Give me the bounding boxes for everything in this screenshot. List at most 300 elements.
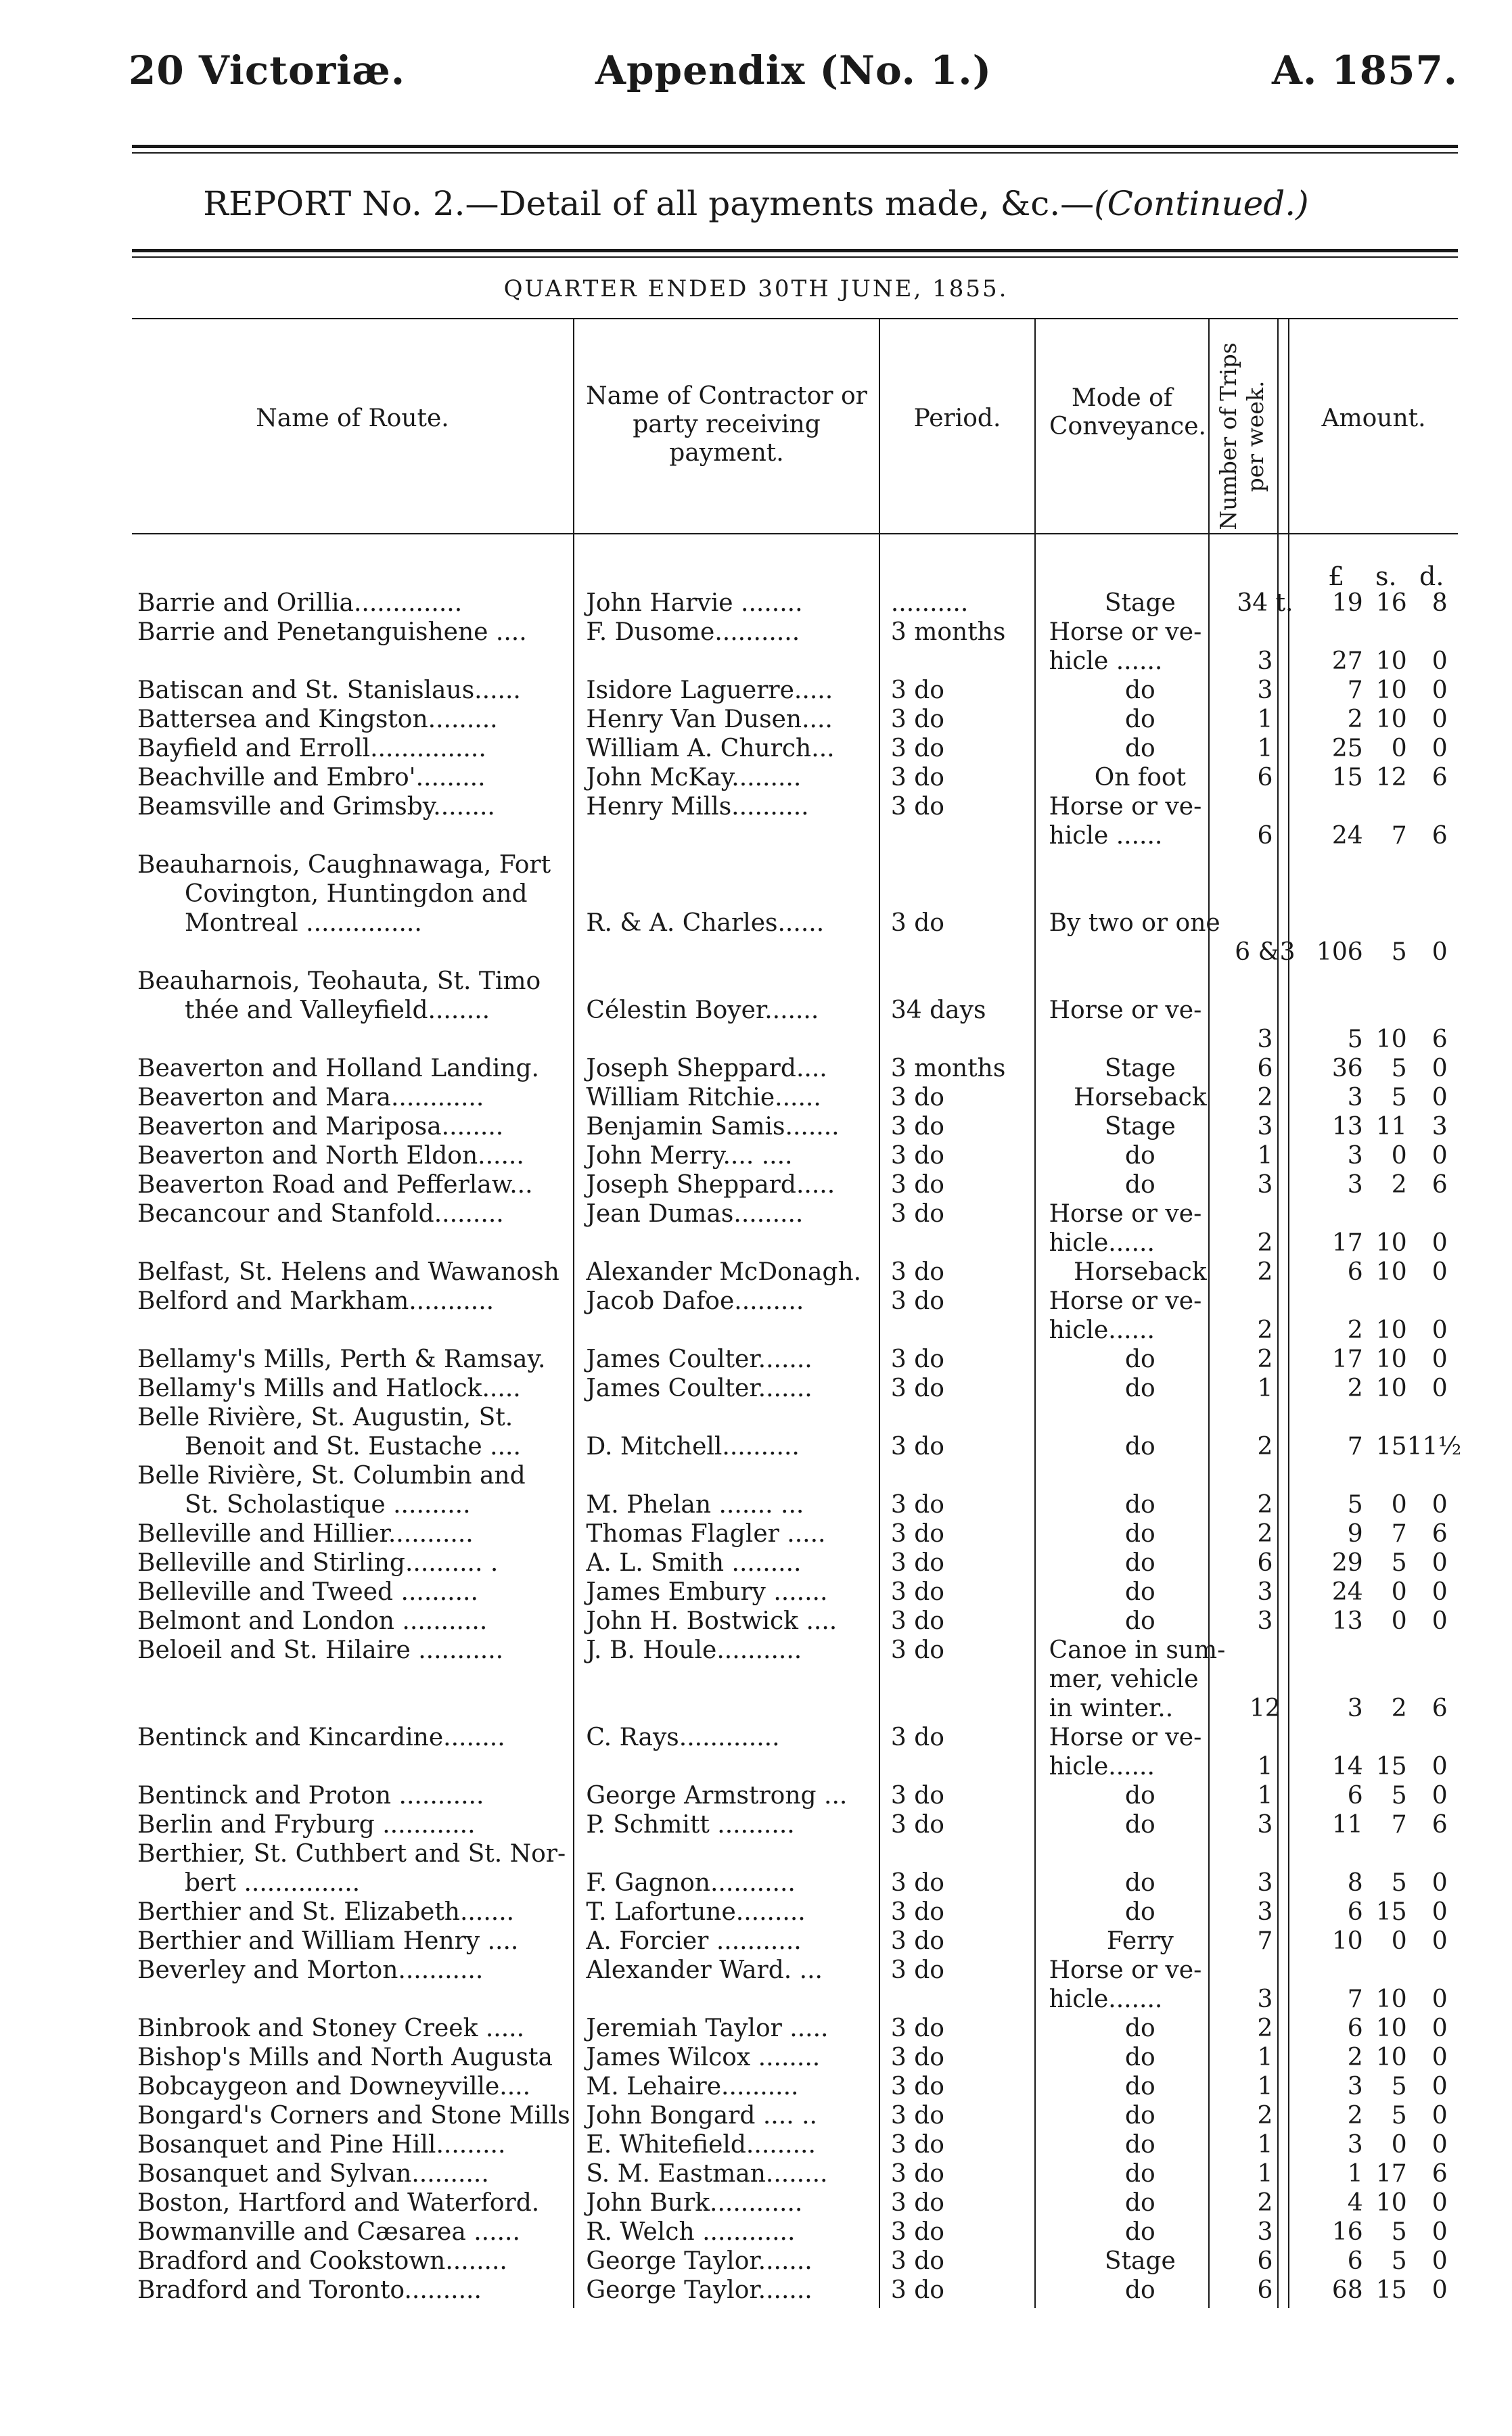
trips-value: 1 — [1257, 2160, 1273, 2188]
conveyance-mode: Canoe in sum- — [1049, 1636, 1226, 1664]
table-row — [132, 967, 1512, 1054]
contractor-cell — [578, 1403, 882, 1461]
contractor-name: Alexander McDonagh. — [586, 1258, 862, 1286]
contractor-cell — [578, 676, 882, 705]
period-value: 3 do — [890, 1287, 944, 1315]
route-column-header: Name of Route. — [256, 405, 449, 432]
pence: 6 — [1431, 1520, 1448, 1548]
trips-value: 6 — [1257, 1549, 1273, 1577]
route-name: Montreal ............... — [185, 909, 422, 937]
contractor-name: A. L. Smith ......... — [586, 1549, 802, 1577]
period-value: 3 do — [890, 1811, 944, 1839]
period-cell — [883, 676, 1037, 705]
contractor-cell — [578, 1723, 882, 1781]
blank-line — [1231, 1199, 1299, 1228]
trips-value: 3 — [1257, 647, 1273, 675]
pounds: 2 — [1347, 2044, 1363, 2071]
route-name: Batiscan and St. Stanislaus...... — [137, 676, 521, 704]
contractor-cell — [578, 2159, 882, 2188]
trips-cell — [1231, 967, 1299, 1054]
conveyance-mode: Stage — [1104, 1113, 1176, 1141]
route-cell — [132, 2130, 578, 2159]
trips-value: 34 t. — [1237, 589, 1293, 617]
period-value: 34 days — [890, 996, 986, 1024]
pence: 6 — [1431, 1171, 1448, 1199]
period-value: 3 do — [890, 2015, 944, 2042]
pounds: 6 — [1347, 1258, 1363, 1286]
pounds: 5 — [1347, 1026, 1363, 1053]
table-row — [132, 1287, 1512, 1345]
route-cell — [132, 1461, 578, 1519]
amount-value — [1312, 1898, 1512, 1927]
route-cell — [132, 967, 578, 1054]
table-row — [132, 1548, 1512, 1578]
mode-cell — [1037, 967, 1232, 1054]
period-cell — [883, 850, 1037, 967]
route-name: Belmont and London ........... — [137, 1607, 488, 1635]
period-value: 3 do — [890, 1491, 944, 1519]
conveyance-mode: do — [1125, 735, 1155, 762]
pence: 0 — [1431, 1782, 1448, 1810]
title-rule-thick — [132, 249, 1458, 252]
route-cell — [132, 1607, 578, 1636]
table-row — [132, 1403, 1512, 1461]
period-value: 3 do — [890, 1433, 944, 1461]
trips-cell — [1231, 1141, 1299, 1170]
conveyance-mode: Horseback — [1074, 1258, 1207, 1286]
trips-cell — [1231, 1461, 1299, 1519]
trips-cell — [1231, 2072, 1299, 2101]
trips-column-header-text: Number of Trips per week. — [1215, 342, 1268, 530]
amount-value — [1312, 1607, 1512, 1636]
amount-value — [1312, 763, 1512, 792]
period-cell — [883, 1287, 1037, 1345]
pence: 0 — [1431, 1869, 1448, 1897]
table-row — [132, 2188, 1512, 2217]
blank-line — [1312, 1403, 1512, 1432]
amount-value — [1312, 2043, 1512, 2072]
route-name: Berthier and St. Elizabeth....... — [137, 1898, 515, 1926]
mode-cell — [1037, 1636, 1232, 1723]
contractor-name: John McKay......... — [586, 764, 802, 791]
contractor-cell — [578, 1374, 882, 1403]
conveyance-mode: do — [1125, 1782, 1155, 1810]
conveyance-mode: do — [1125, 1811, 1155, 1839]
conveyance-mode: in winter.. — [1049, 1695, 1174, 1722]
pounds: 13 — [1331, 1113, 1363, 1141]
shillings: 15 — [1375, 1898, 1407, 1926]
table-row — [132, 1927, 1512, 1956]
period-cell — [883, 792, 1037, 850]
trips-cell — [1231, 1839, 1299, 1898]
amount-cell — [1299, 1956, 1512, 2014]
amount-cell — [1299, 1403, 1512, 1461]
trips-value: 2 — [1257, 1520, 1273, 1548]
amount-value — [1312, 1490, 1512, 1519]
pence: 8 — [1431, 589, 1448, 617]
pence: 0 — [1431, 1084, 1448, 1111]
trips-cell — [1231, 792, 1299, 850]
route-name: Beauharnois, Caughnawaga, Fort — [137, 851, 551, 879]
blank-line — [1312, 879, 1512, 909]
pounds: 17 — [1331, 1346, 1363, 1373]
route-cell — [132, 1054, 578, 1083]
table-row — [132, 2014, 1512, 2043]
pounds: 5 — [1347, 1491, 1363, 1519]
route-name: Beaverton Road and Pefferlaw... — [137, 1171, 533, 1199]
trips-value: 2 — [1257, 1084, 1273, 1111]
conveyance-mode: hicle ...... — [1049, 647, 1163, 675]
amount-value — [1312, 1054, 1512, 1083]
conveyance-mode: do — [1125, 2044, 1155, 2071]
route-name: Beaverton and Mariposa........ — [137, 1113, 504, 1141]
conveyance-mode: do — [1125, 1520, 1155, 1548]
amount-cell — [1299, 1578, 1512, 1607]
conveyance-mode: do — [1125, 1171, 1155, 1199]
route-name: Beachville and Embro'......... — [137, 764, 486, 791]
mode-cell — [1037, 1548, 1232, 1578]
pounds: 6 — [1347, 2015, 1363, 2042]
period-cell — [883, 1199, 1037, 1258]
trips-value: 6 &3 — [1235, 938, 1296, 966]
conveyance-mode: Horse or ve- — [1049, 793, 1202, 821]
mode-cell — [1037, 1519, 1232, 1548]
header-rule-thick — [132, 145, 1458, 148]
blank-line — [586, 1985, 882, 2014]
period-value: 3 do — [890, 2247, 944, 2275]
conveyance-mode: Horse or ve- — [1049, 1956, 1202, 1984]
period-cell — [883, 1403, 1037, 1461]
trips-cell — [1231, 2043, 1299, 2072]
contractor-cell — [578, 1927, 882, 1956]
mode-cell — [1037, 1199, 1232, 1258]
conveyance-mode: do — [1125, 1142, 1155, 1170]
pounds: 17 — [1331, 1229, 1363, 1257]
route-cell — [132, 1345, 578, 1374]
amount-value — [1312, 821, 1512, 850]
amount-cell — [1299, 1258, 1512, 1287]
amount-value — [1312, 1927, 1512, 1956]
amount-value — [1312, 2159, 1512, 2188]
route-name: Beaverton and Mara............ — [137, 1084, 484, 1111]
pounds: 25 — [1331, 735, 1363, 762]
blank-line — [586, 879, 882, 909]
trips-value: 3 — [1257, 2218, 1273, 2246]
pence: 0 — [1431, 2073, 1448, 2100]
amount-value — [1312, 1316, 1512, 1345]
pounds: 3 — [1347, 1142, 1363, 1170]
route-cell — [132, 2188, 578, 2217]
blank-line — [1049, 1461, 1232, 1490]
amount-cell — [1299, 589, 1512, 618]
route-cell — [132, 1141, 578, 1170]
blank-line — [1312, 1199, 1512, 1228]
period-cell — [883, 1927, 1037, 1956]
period-cell — [883, 1141, 1037, 1170]
blank-line — [137, 647, 578, 676]
contractor-cell — [578, 1810, 882, 1839]
trips-cell — [1231, 1723, 1299, 1781]
pounds: 6 — [1347, 2247, 1363, 2275]
amount-value — [1312, 2247, 1512, 2276]
conveyance-mode: do — [1125, 1549, 1155, 1577]
route-cell — [132, 1839, 578, 1898]
blank-line — [891, 1461, 1037, 1490]
shillings: 17 — [1375, 2160, 1407, 2188]
amount-value — [1312, 1258, 1512, 1287]
period-cell — [883, 1170, 1037, 1199]
contractor-name: D. Mitchell.......... — [586, 1433, 800, 1461]
period-value: 3 do — [890, 1782, 944, 1810]
table-row — [132, 2043, 1512, 2072]
pence: 11½ — [1406, 1433, 1462, 1461]
trips-cell — [1231, 1258, 1299, 1287]
period-cell — [883, 2188, 1037, 2217]
contractor-cell — [578, 2072, 882, 2101]
table-row — [132, 734, 1512, 763]
amount-cell — [1299, 1112, 1512, 1141]
trips-cell — [1231, 2130, 1299, 2159]
period-cell — [883, 618, 1037, 676]
contractor-cell — [578, 2043, 882, 2072]
blank-line — [1231, 792, 1299, 821]
trips-value: 3 — [1257, 1811, 1273, 1839]
trips-value: 3 — [1257, 1578, 1273, 1606]
trips-value: 6 — [1257, 764, 1273, 791]
route-name: Beloeil and St. Hilaire ........... — [137, 1636, 504, 1664]
shillings: 0 — [1391, 735, 1407, 762]
contractor-cell — [578, 1141, 882, 1170]
contractor-cell — [578, 2014, 882, 2043]
table-row — [132, 2276, 1512, 2305]
trips-value: 2 — [1257, 1346, 1273, 1373]
trips-value: 1 — [1257, 2073, 1273, 2100]
amount-value — [1312, 2217, 1512, 2247]
contractor-cell — [578, 1199, 882, 1258]
amount-cell — [1299, 850, 1512, 967]
amount-cell — [1299, 1287, 1512, 1345]
shillings: 0 — [1391, 2131, 1407, 2159]
route-name: Bayfield and Erroll............... — [137, 735, 486, 762]
blank-line — [1312, 996, 1512, 1025]
blank-line — [586, 967, 882, 996]
table-row — [132, 850, 1512, 967]
pounds-unit: £ — [1328, 561, 1345, 591]
conveyance-mode: do — [1125, 2073, 1155, 2100]
shillings: 10 — [1375, 1258, 1407, 1286]
pence: 0 — [1431, 938, 1448, 966]
pounds: 8 — [1347, 1869, 1363, 1897]
trips-cell — [1231, 1898, 1299, 1927]
shillings: 0 — [1391, 1578, 1407, 1606]
header-rule-thin — [132, 152, 1458, 154]
route-cell — [132, 1548, 578, 1578]
route-name: Berthier and William Henry .... — [137, 1927, 519, 1955]
route-cell — [132, 1112, 578, 1141]
period-value: 3 do — [890, 1171, 944, 1199]
trips-value: 1 — [1257, 1782, 1273, 1810]
trips-cell — [1231, 1054, 1299, 1083]
conveyance-mode: hicle...... — [1049, 1316, 1155, 1344]
period-value: 3 do — [890, 793, 944, 821]
mode-cell — [1037, 2101, 1232, 2130]
contractor-name: R. & A. Charles...... — [586, 909, 825, 937]
route-name: Belleville and Hillier........... — [137, 1520, 474, 1548]
conveyance-mode: do — [1125, 1578, 1155, 1606]
route-cell — [132, 2072, 578, 2101]
trips-value: 3 — [1257, 1607, 1273, 1635]
route-name: Bobcaygeon and Downeyville.... — [137, 2073, 531, 2100]
trips-cell — [1231, 2101, 1299, 2130]
shillings: 5 — [1391, 2218, 1407, 2246]
amount-cell — [1299, 2014, 1512, 2043]
pence: 0 — [1431, 1229, 1448, 1257]
route-cell — [132, 2159, 578, 2188]
conveyance-mode: do — [1125, 2276, 1155, 2304]
period-cell — [883, 734, 1037, 763]
contractor-name: F. Gagnon........... — [586, 1869, 796, 1897]
shillings: 12 — [1375, 764, 1407, 791]
table-top-rule — [132, 318, 1458, 319]
blank-line — [1312, 967, 1512, 996]
period-cell — [883, 1956, 1037, 2014]
blank-line — [1312, 1665, 1512, 1694]
route-name: Barrie and Orillia.............. — [137, 589, 463, 617]
period-cell — [883, 2247, 1037, 2276]
pounds: 3 — [1347, 1084, 1363, 1111]
contractor-cell — [578, 2247, 882, 2276]
pounds: 6 — [1347, 1782, 1363, 1810]
amount-value — [1312, 705, 1512, 734]
conveyance-mode: do — [1125, 2218, 1155, 2246]
amount-cell — [1299, 1461, 1512, 1519]
period-cell — [883, 1898, 1037, 1927]
report-title-continued: (Continued.) — [1094, 184, 1309, 223]
amount-cell — [1299, 1054, 1512, 1083]
conveyance-mode: do — [1125, 676, 1155, 704]
contractor-name: James Wilcox ........ — [586, 2044, 821, 2071]
trips-cell — [1231, 1199, 1299, 1258]
trips-cell — [1231, 1781, 1299, 1810]
period-cell — [883, 1636, 1037, 1723]
shillings: 11 — [1375, 1113, 1407, 1141]
amount-cell — [1299, 618, 1512, 676]
conveyance-mode: By two or one — [1049, 909, 1220, 937]
period-cell — [883, 1723, 1037, 1781]
amount-value — [1312, 2188, 1512, 2217]
route-name: Beverley and Morton........... — [137, 1956, 484, 1984]
trips-cell — [1231, 1170, 1299, 1199]
period-value: 3 do — [890, 2276, 944, 2304]
table-row — [132, 1083, 1512, 1112]
route-name: Bentinck and Kincardine........ — [137, 1724, 505, 1751]
amount-cell — [1299, 1548, 1512, 1578]
blank-line — [137, 1985, 578, 2014]
pence: 6 — [1431, 1811, 1448, 1839]
trips-value: 3 — [1257, 1985, 1273, 2013]
amount-value — [1312, 1112, 1512, 1141]
contractor-name: S. M. Eastman........ — [586, 2160, 828, 2188]
shillings: 5 — [1391, 1782, 1407, 1810]
mode-cell — [1037, 763, 1232, 792]
pounds: 19 — [1331, 589, 1363, 617]
contractor-name: Jacob Dafoe......... — [586, 1287, 804, 1315]
amount-value — [1312, 1810, 1512, 1839]
shillings: 5 — [1391, 1549, 1407, 1577]
mode-cell — [1037, 1170, 1232, 1199]
period-value: 3 do — [890, 2102, 944, 2130]
period-value: 3 do — [890, 2189, 944, 2217]
shillings: 2 — [1391, 1695, 1407, 1722]
trips-value: 3 — [1257, 1113, 1273, 1141]
blank-line — [1231, 996, 1299, 1025]
shillings: 10 — [1375, 1316, 1407, 1344]
period-value: 3 do — [890, 706, 944, 733]
period-cell — [883, 1839, 1037, 1898]
conveyance-mode: hicle ...... — [1049, 822, 1163, 850]
period-cell — [883, 2101, 1037, 2130]
trips-value: 3 — [1257, 1898, 1273, 1926]
route-name: Bentinck and Proton ........... — [137, 1782, 484, 1810]
contractor-name: John Bongard .... .. — [586, 2102, 817, 2130]
contractor-name: Joseph Sheppard.... — [586, 1055, 827, 1082]
contractor-cell — [578, 1461, 882, 1519]
pounds: 16 — [1331, 2218, 1363, 2246]
conveyance-mode: do — [1125, 1898, 1155, 1926]
pence: 0 — [1431, 2044, 1448, 2071]
blank-line — [1312, 1461, 1512, 1490]
period-cell — [883, 967, 1037, 1054]
shillings: 7 — [1391, 1520, 1407, 1548]
blank-line — [1049, 1839, 1232, 1868]
period-value: 3 do — [890, 1200, 944, 1228]
route-name: bert ............... — [185, 1869, 361, 1897]
amount-value — [1312, 2072, 1512, 2101]
pounds: 11 — [1331, 1811, 1363, 1839]
conveyance-mode: do — [1125, 1869, 1155, 1897]
period-cell — [883, 1374, 1037, 1403]
pence: 0 — [1431, 2189, 1448, 2217]
trips-value: 1 — [1257, 1753, 1273, 1780]
contractor-cell — [578, 1578, 882, 1607]
contractor-cell — [578, 1898, 882, 1927]
period-value: 3 do — [890, 1084, 944, 1111]
contractor-cell — [578, 1287, 882, 1345]
amount-cell — [1299, 967, 1512, 1054]
mode-column-header: Mode of Conveyance. — [1049, 384, 1206, 440]
pounds: 36 — [1331, 1055, 1363, 1082]
trips-value: 2 — [1257, 1433, 1273, 1461]
contractor-cell — [578, 1636, 882, 1723]
blank-line — [137, 1316, 578, 1345]
period-cell — [883, 1054, 1037, 1083]
period-cell — [883, 1083, 1037, 1112]
mode-cell — [1037, 1607, 1232, 1636]
pence-unit: d. — [1419, 561, 1444, 591]
blank-line — [1312, 1839, 1512, 1868]
pence: 0 — [1431, 1549, 1448, 1577]
pounds: 2 — [1347, 1316, 1363, 1344]
shillings: 2 — [1391, 1171, 1407, 1199]
mode-cell — [1037, 1374, 1232, 1403]
blank-line — [1231, 1956, 1299, 1985]
trips-cell — [1231, 589, 1299, 618]
amount-value — [1312, 1781, 1512, 1810]
contractor-cell — [578, 967, 882, 1054]
contractor-cell — [578, 734, 882, 763]
amount-cell — [1299, 1781, 1512, 1810]
blank-line — [891, 850, 1037, 879]
